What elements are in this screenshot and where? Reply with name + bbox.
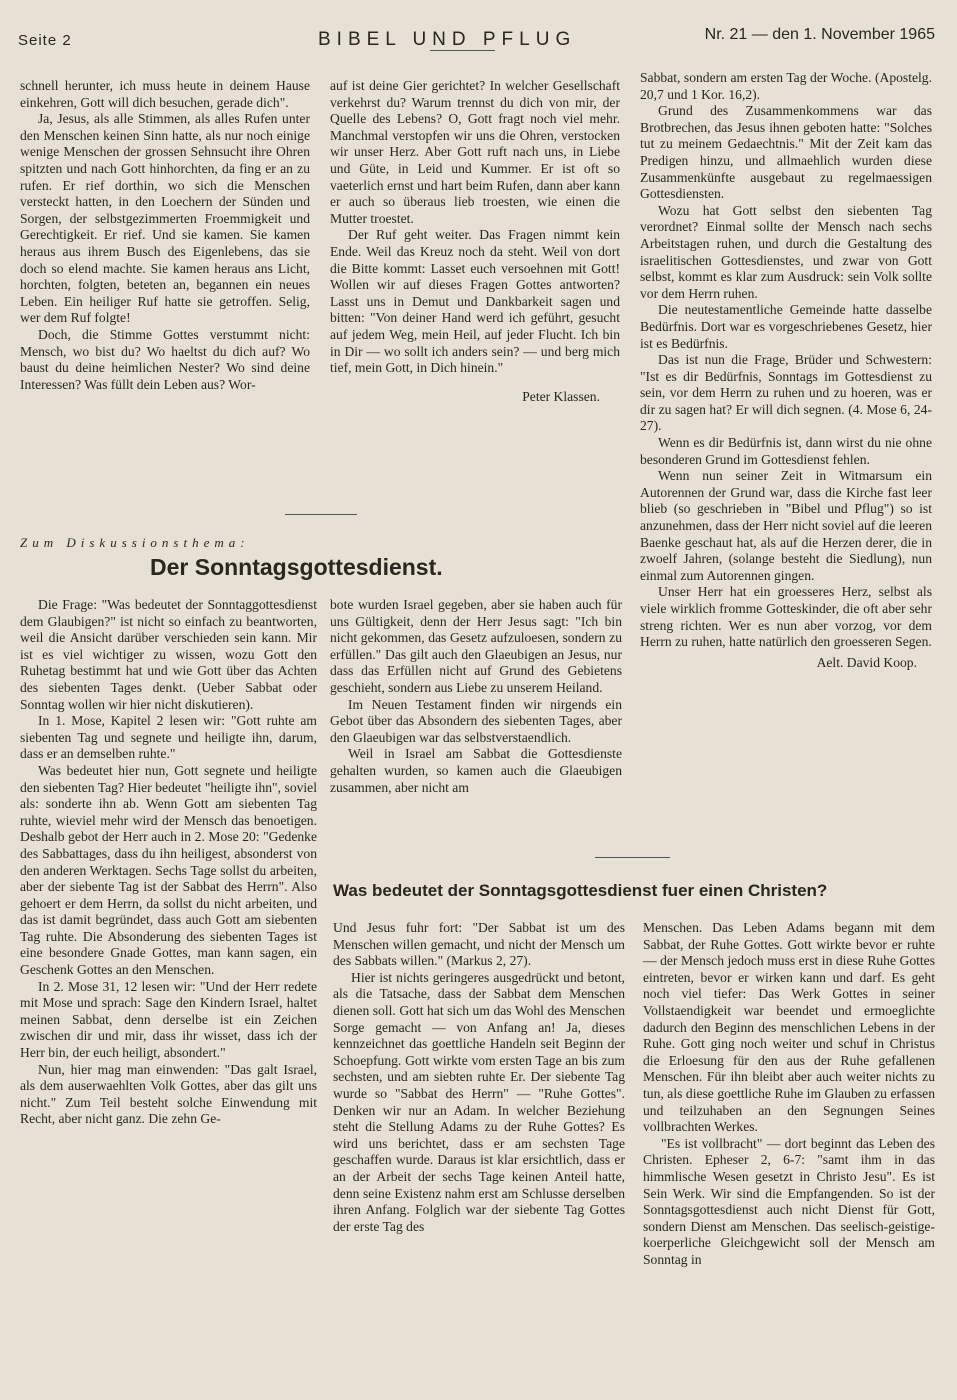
section-kicker: Zum Diskussionsthema:	[20, 535, 250, 550]
paragraph: Die neutestamentliche Gemeinde hatte dasselbe Bedürfnis. Dort war es vorgeschriebenes Gesetz, hier ist es Bedürfnis.	[640, 302, 932, 351]
article1-signature: Peter Klassen.	[522, 388, 600, 404]
paragraph: Wenn es dir Bedürfnis ist, dann wirst du nie ohne besonderen Grund im Gottesdienst fehlen.	[640, 435, 932, 467]
masthead-title: BIBEL UND PFLUG	[318, 29, 577, 50]
paragraph: Nun, hier mag man einwenden: "Das galt Israel, als dem auserwaehlten Volk Gottes, aber das gilt uns nicht." Zum Teil besteht solche Einwendung mit Recht, aber nicht ganz. Die zehn Ge-	[20, 1061, 317, 1127]
paragraph: Ja, Jesus, als alle Stimmen, als alles Rufen unter den Menschen keinen Sinn hatte, als nur noch einige wenige Menschen der grossen Sehnsucht ihre Ohren spitzten und nach Gott hinhorchten, da fing er an zu rufen. Er rief dorthin, wo sich die Menschen versteckt hatten, in den Loechern der Sünden und Sorgen, der selbstgezimmerten Froemmigkeit und Gerechtigkeit. Er rief. Und sie kamen. Sie kamen heraus aus ihrem Busch des Eigenlebens, das sie doch so elend machte. Sie kamen heraus ans Licht, horchten, folgten, beteten an, begannen ein neues Leben. Ein heiliger Ruf hatte sie getroffen. Selig, wer dem Ruf folgte!	[20, 111, 310, 326]
paragraph: Grund des Zusammenkommens war das Brotbrechen, das Jesus ihnen geboten hatte: "Solches tut zu meinem Gedaechtnis." Mit der Zeit kam das Predigen hinzu, und allmaehlich wurden diese Zusammenkünfte ausgebaut zu regelmaessigen Gottesdiensten.	[640, 103, 932, 202]
article3-column-1	[333, 920, 625, 1235]
article3-column-2	[643, 920, 935, 1268]
article2-column-2	[330, 597, 622, 796]
article1-column-1	[20, 78, 310, 393]
paragraph: Im Neuen Testament finden wir nirgends ein Gebot über das Absondern des siebenten Tages, aber den Glaeubigen war das selbstverstaendlich.	[330, 696, 622, 745]
paragraph: Und Jesus fuhr fort: "Der Sabbat ist um des Menschen willen gemacht, und nicht der Mensch um des Sabbats willen." (Markus 2, 27).	[333, 920, 625, 969]
paragraph: Sabbat, sondern am ersten Tag der Woche. (Apostelg. 20,7 und 1 Kor. 16,2).	[640, 70, 932, 102]
paragraph: In 1. Mose, Kapitel 2 lesen wir: "Gott ruhte am siebenten Tag und segnete und heiligte ihn, darum, dass er an demselben ruhte."	[20, 713, 317, 762]
paragraph: Unser Herr hat ein groesseres Herz, selbst als viele wirklich fromme Gotteskinder, die oft aber sehr streng richten. Wer es nun aber vorzog, vor dem Herrn zu ruhen, hatte natürlich den groesseren Segen.	[640, 584, 932, 650]
article2-column-3	[640, 70, 932, 671]
paragraph: Hier ist nichts geringeres ausgedrückt und betont, als die Tatsache, dass der Sabbat dem Menschen dienen soll. Gott hat sich um das Wohl des Menschen Sorge gemacht — von Anfang an! Ja, dieses kennzeichnet das goettliche Handeln seit Beginn der Schoepfung. Gott wirkte vom ersten Tage an bis zum sechsten, und am siebten ruhte Er. Der siebente Tag wurde so "Sabbat des Herrn" — "Ruhe Gottes". Denken wir nur an Adam. In welcher Beziehung steht die Stellung Adams zu der Ruhe Gottes? Es wird uns berichtet, dass er am sechsten Tage geschaffen wurde. Daraus ist klar ersichtlich, dass er an der Arbeit der sechs Tage keinen Anteil hatte, denn seine Existenz nahm erst am Schlusse derselben ihren Anfang. Folglich war der siebente Tag Gottes der erste Tag des	[333, 969, 625, 1234]
issue-date: Nr. 21 — den 1. November 1965	[704, 26, 935, 43]
paragraph: Wenn nun seiner Zeit in Witmarsum ein Autorennen der Grund war, dass die Kirche fast leer blieb (so geschrieben in "Bibel und Pflug") so ist anzunehmen, dass der Herr nicht soviel auf die leeren Baenke geschaut hat, als auf die Herzen derer, die in zwoelf Jahren, (solange besteht die Siedlung), nun einmal zum Autorennen gingen.	[640, 468, 932, 583]
section-divider	[595, 857, 670, 858]
paragraph: Das ist nun die Frage, Brüder und Schwestern: "Ist es dir Bedürfnis, Sonntags im Gottesdienst zu sein, vor dem Herrn zu ruhen und zu hoeren, was er dir zu sagen hat? Er will dich segnen. (4. Mose 6, 24-27).	[640, 352, 932, 434]
article2-signature: Aelt. David Koop.	[816, 654, 917, 670]
paragraph: "Es ist vollbracht" — dort beginnt das Leben des Christen. Epheser 2, 6-7: "samt ihm in das himmlische Wesen gesetzt in Christo Jesu". Es ist Sein Werk. Wir sind die Empfangenden. So ist der Sonntagsgottesdienst auch nicht Dienst für Gott, sondern Dienst am Menschen. Das seelisch-geistige-koerperliche Gleichgewicht soll der Mensch am Sonntag in	[643, 1135, 935, 1267]
article-headline-2: Was bedeutet der Sonntagsgottesdienst fuer einen Christen?	[333, 881, 828, 900]
page-number: Seite 2	[18, 32, 72, 49]
paragraph: Doch, die Stimme Gottes verstummt nicht: Mensch, wo bist du? Wo haeltst du dich auf? Wo baust du deine heimlichen Nester? Wo sind deine Interessen? Was füllt dein Leben aus? Wor-	[20, 326, 310, 392]
paragraph: auf ist deine Gier gerichtet? In welcher Gesellschaft verkehrst du? Warum trennst du dich von mir, der Quelle des Lebens? O, Gott fragt noch viel mehr. Manchmal verstopfen wir uns die Ohren, verstocken wir unser Herz. Aber Gott ruft nach uns, in Liebe und Güte, in Leid und Kummer. Er ist oft so vaeterlich ernst und hart beim Rufen, dann aber kann er auch so überaus lieb troesten, wie einen die Mutter troestet.	[330, 78, 620, 226]
masthead-underline	[430, 50, 495, 51]
paragraph: Der Ruf geht weiter. Das Fragen nimmt kein Ende. Weil das Kreuz noch da steht. Weil von dort die Bitte kommt: Lasset euch versoehnen mit Gott! Wollen wir auf dieses Fragen Gottes antworten? Lasst uns in Demut und Dankbarkeit sagen und bitten: "Von deiner Hand werd ich geführt, gesucht auf jedem Weg, mein Heil, auf jeder Flucht. Ich bin in Dir — wo sollt ich anders sein? — und berg mich tief, mein Gott, in Dich hinein."	[330, 227, 620, 376]
paragraph: Wozu hat Gott selbst den siebenten Tag verordnet? Einmal sollte der Mensch nach sechs Arbeitstagen ruhen, und durch die Gestaltung des israelitischen Gottesdienstes, und zwar von Gott selbst, kommt es klar zum Ausdruck: sein Volk sollte vor dem Herrn ruhen.	[640, 202, 932, 301]
section-divider	[285, 514, 357, 515]
paragraph: Menschen. Das Leben Adams begann mit dem Sabbat, der Ruhe Gottes. Gott wirkte bevor er ruhte — der Mensch jedoch muss erst in diese Ruhe Gottes eintreten, bevor er wirken kann und darf. Es geht noch viel tiefer: Das Werk Gottes in seiner Vollstaendigkeit war beendet und ermoeglichte dadurch den Beginn des menschlichen Lebens in der Ruhe. Gott ging noch weiter und schuf in Christus die Erloesung für den aus der Ruhe gefallenen Menschen. Für ihn bleibt aber auch weiter nichts zu tun, als diese goettliche Ruhe im Glauben zu erfassen und teilzuhaben an den Segnungen Seines vollbrachten Werkes.	[643, 920, 935, 1135]
paragraph: Weil in Israel am Sabbat die Gottesdienste gehalten wurden, so kamen auch die Glaeubigen zusammen, aber nicht am	[330, 746, 622, 795]
article2-column-1	[20, 597, 317, 1128]
paragraph: Die Frage: "Was bedeutet der Sonntaggottesdienst dem Glaubigen?" ist nicht so einfach zu beantworten, weil die Ansicht darüber verschieden sein kann. Mir ist es viel wichtiger zu wissen, wozu Gott den Ruhetag bestimmt hat und wie Gott über das Achten des siebenten Tages denkt. (Ueber Sabbat oder Sonntag wollen wir hier nicht diskutieren).	[20, 597, 317, 712]
article1-column-2	[330, 78, 620, 405]
paragraph: bote wurden Israel gegeben, aber sie haben auch für uns Gültigkeit, denn der Herr Jesus sagt: "Ich bin nicht gekommen, das Gesetz aufzuloesen, sondern zu erfüllen." Das gilt auch den Glaeubigen an Jesus, nur dass das Erfüllen nicht auf Grund des Gebietens geschieht, sondern aus Liebe zu unserem Heiland.	[330, 597, 622, 695]
paragraph: In 2. Mose 31, 12 lesen wir: "Und der Herr redete mit Mose und sprach: Sage den Kindern Israel, haltet meinen Sabbat, denn derselbe ist ein Zeichen zwischen dir und mir, dass ihr wisset, dass ich der Herr bin, der euch heiligt, absondert."	[20, 978, 317, 1061]
article-headline: Der Sonntagsgottesdienst.	[150, 554, 443, 580]
paragraph: Was bedeutet hier nun, Gott segnete und heiligte den siebenten Tag? Hier bedeutet "heiligte ihn", soviel als: sonderte ihn ab. Wenn Gott am siebenten Tag ruhte, wieviel mehr wird der Mensch das benoetigen. Deshalb gebot der Herr auch in 2. Mose 20: "Gedenke des Sabbattages, dass du ihn heiligest, absonderst von den anderen Werktagen. Sechs Tage sollst du arbeiten, aber der siebente Tag ist der Sabbat des Herrn". Also gehoert er dem Herrn, da sollst du nicht arbeiten, und das ist damit begründet, dass auch Gott am siebenten Tag ruhte. Die Absonderung des siebenten Tages ist eine besondere Gnade Gottes, man kann sagen, ein Geschenk Gottes an den Menschen.	[20, 762, 317, 978]
paragraph: schnell herunter, ich muss heute in deinem Hause einkehren, Gott will dich besuchen, gerade dich".	[20, 78, 310, 110]
